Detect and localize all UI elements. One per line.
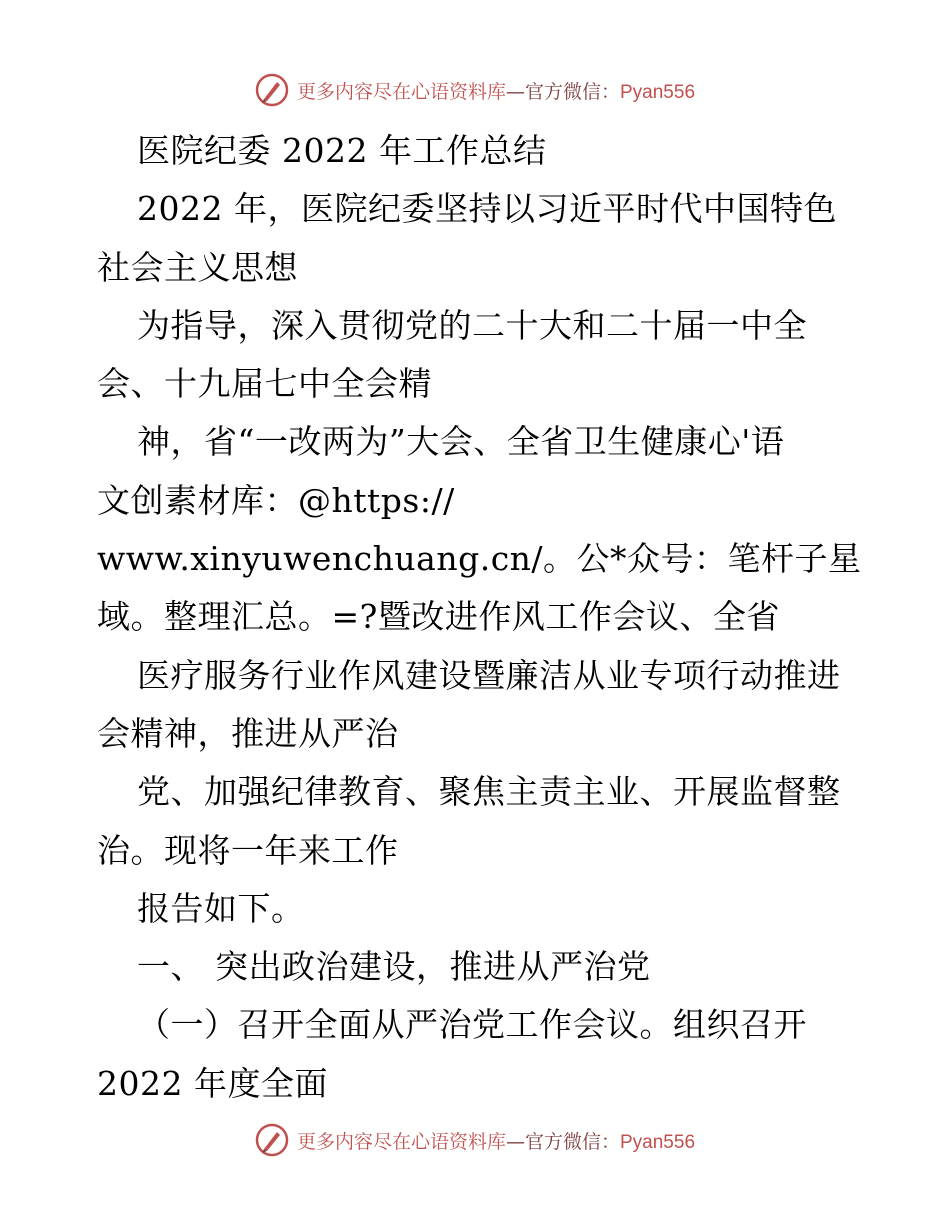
text-line: 2022 年，医院纪委坚持以习近平时代中国特色: [137, 189, 837, 229]
banner-text: [297, 77, 695, 104]
quill-pen-icon: [255, 73, 289, 107]
footer-banner: [0, 1122, 950, 1158]
banner-tail: —官方微信：: [505, 80, 620, 103]
text-line: www.xinyuwenchuang.cn/。公*众号：笔杆子星: [97, 539, 862, 579]
banner-account: Pyan556: [620, 81, 696, 103]
text-line: 神，省“一改两为”大会、全省卫生健康心'语: [137, 422, 785, 462]
text-line: （一）召开全面从严治党工作会议。组织召开: [137, 1005, 807, 1045]
text-line: 会精神，推进从严治: [97, 713, 399, 753]
text-line: 文创素材库：@https://: [97, 480, 455, 520]
document-body: [97, 122, 862, 1113]
text-line: 一、 突出政治建设，推进从严治党: [137, 947, 651, 987]
quill-pen-icon: [255, 1123, 289, 1157]
text-line: 社会主义思想: [97, 247, 298, 287]
text-line: 域。整理汇总。=?暨改进作风工作会议、全省: [97, 597, 780, 637]
text-line: 会、十九届七中全会精: [97, 364, 432, 404]
text-line: 报告如下。: [137, 888, 305, 928]
text-line: 医疗服务行业作风建设暨廉洁从业专项行动推进: [137, 655, 841, 695]
banner-lead: 更多内容尽在心语资料库: [296, 80, 506, 103]
text-line: 治。现将一年来工作: [97, 830, 399, 870]
header-banner: [0, 72, 950, 108]
text-line: 2022 年度全面: [97, 1063, 328, 1103]
text-line: 为指导，深入贯彻党的二十大和二十届一中全: [137, 305, 807, 345]
banner-lead: 更多内容尽在心语资料库: [296, 1130, 506, 1153]
banner-tail: —官方微信：: [505, 1130, 620, 1153]
text-line: 党、加强纪律教育、聚焦主责主业、开展监督整: [137, 772, 841, 812]
text-line: 医院纪委 2022 年工作总结: [137, 131, 547, 170]
banner-account: Pyan556: [620, 1131, 696, 1153]
banner-text: [297, 1127, 695, 1154]
